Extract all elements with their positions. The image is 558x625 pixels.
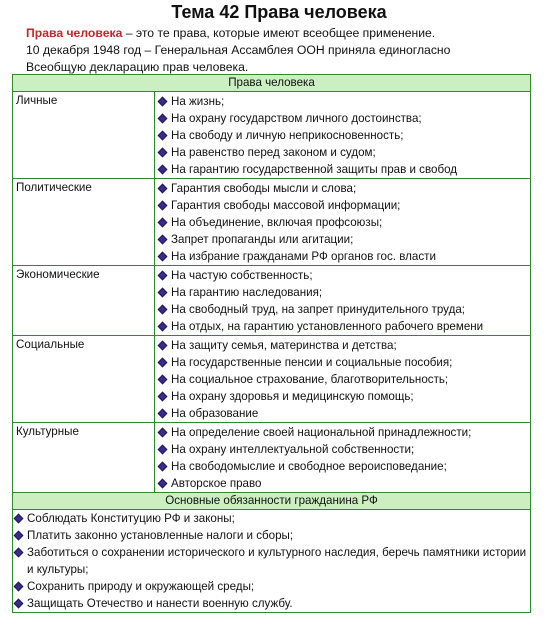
right-item-text: На объединение, включая профсоюзы; [171,216,383,229]
diamond-bullet-icon [158,392,168,402]
duty-item [13,544,530,578]
right-item-text: На защиту семья, материнства и детства; [171,339,397,352]
duty-item-text: Соблюдать Конституцию РФ и законы; [27,512,235,525]
diamond-bullet-icon [158,252,168,262]
diamond-bullet-icon [158,288,168,298]
rights-category-row [13,423,531,493]
right-item [157,180,530,197]
rights-category-row [13,266,531,336]
duty-item [13,578,530,595]
diamond-bullet-icon [158,479,168,489]
right-item-text: На охрану интеллектуальной собственности; [171,443,415,456]
right-item [157,337,530,354]
right-item [157,231,530,248]
diamond-bullet-icon [158,375,168,385]
diamond-bullet-icon [158,305,168,315]
right-item [157,441,530,458]
diamond-bullet-icon [158,201,168,211]
right-item [157,267,530,284]
diamond-bullet-icon [158,218,168,228]
diamond-bullet-icon [14,531,24,541]
right-item-text: На избрание гражданами РФ органов гос. власти [171,250,436,263]
intro [26,25,551,76]
category-items [155,92,531,179]
category-name: Культурные [13,423,155,493]
duty-item [13,510,530,527]
duty-item-text: Платить законно установленные налоги и сборы; [27,529,294,542]
right-item [157,144,530,161]
diamond-bullet-icon [158,235,168,245]
right-item-text: На равенство перед законом и судом; [171,146,376,159]
term-highlight: Права человека [26,26,123,40]
diamond-bullet-icon [158,131,168,141]
diamond-bullet-icon [158,165,168,175]
right-item-text: На охрану здоровья и медицинскую помощь; [171,390,414,403]
diamond-bullet-icon [158,358,168,368]
right-item-text: Авторское право [171,477,262,490]
right-item [157,110,530,127]
duties-header: Основные обязанности гражданина РФ [13,493,531,510]
diamond-bullet-icon [158,114,168,124]
diamond-bullet-icon [158,409,168,419]
right-item-text: На частую собственность; [171,269,313,282]
diamond-bullet-icon [158,184,168,194]
right-item-text: На государственные пенсии и социальные пособия; [171,356,453,369]
diamond-bullet-icon [158,97,168,107]
right-item [157,388,530,405]
rights-table [12,74,531,613]
intro-date-line: 10 декабря 1948 год – Генеральная Ассамблея ООН приняла единогласно [26,43,451,57]
right-item [157,424,530,441]
right-item-text: На свободу и личную неприкосновенность; [171,129,404,142]
right-item-text: На охрану государством личного достоинства; [171,112,422,125]
right-item [157,371,530,388]
right-item-text: Гарантия свободы массовой информации; [171,199,401,212]
right-item [157,214,530,231]
diamond-bullet-icon [158,271,168,281]
category-name: Экономические [13,266,155,336]
intro-declaration-line: Всеобщую декларацию прав человека. [26,60,249,74]
diamond-bullet-icon [14,548,24,558]
definition-text: – это те права, которые имеют всеобщее применение. [122,26,436,40]
right-item-text: На гарантию государственной защиты прав и свобод [171,163,458,176]
diamond-bullet-icon [14,582,24,592]
right-item-text: Гарантия свободы мысли и слова; [171,182,357,195]
duty-item [13,595,530,612]
right-item [157,318,530,335]
page-title: Тема 42 Права человека [171,2,387,22]
right-item [157,161,530,178]
duties-list [13,510,531,613]
right-item [157,284,530,301]
rights-header: Права человека [13,75,531,92]
category-items [155,336,531,423]
right-item-text: На свободомыслие и свободное вероисповедание; [171,460,447,473]
diamond-bullet-icon [14,599,24,609]
category-items [155,179,531,266]
diamond-bullet-icon [158,322,168,332]
category-items [155,266,531,336]
rights-category-row [13,179,531,266]
right-item-text: На гарантию наследования; [171,286,323,299]
right-item-text: На образование [171,407,259,420]
right-item [157,405,530,422]
right-item [157,475,530,492]
right-item [157,354,530,371]
right-item-text: На свободный труд, на запрет принудительного труда; [171,303,466,316]
right-item [157,301,530,318]
intro-definition-line [26,25,551,42]
right-item [157,93,530,110]
category-name: Личные [13,92,155,179]
diamond-bullet-icon [158,148,168,158]
right-item-text: На жизнь; [171,95,225,108]
category-name: Политические [13,179,155,266]
diamond-bullet-icon [158,445,168,455]
right-item-text: На определение своей национальной принадлежности; [171,426,472,439]
right-item-text: Запрет пропаганды или агитации; [171,233,354,246]
diamond-bullet-icon [158,341,168,351]
right-item [157,127,530,144]
right-item [157,458,530,475]
diamond-bullet-icon [158,462,168,472]
category-items [155,423,531,493]
rights-category-row [13,336,531,423]
duty-item [13,527,530,544]
rights-category-row [13,92,531,179]
right-item-text: На отдых, на гарантию установленного рабочего времени [171,320,484,333]
duty-item-text: Сохранить природу и окружающей среды; [27,580,255,593]
duty-item-text: Защищать Отечество и нанести военную службу. [27,597,293,610]
diamond-bullet-icon [158,428,168,438]
duty-item-text: Заботиться о сохранении исторического и культурного наследия, беречь памятники истории и культуры; [27,546,527,576]
right-item [157,248,530,265]
diamond-bullet-icon [14,514,24,524]
right-item-text: На социальное страхование, благотворительность; [171,373,449,386]
category-name: Социальные [13,336,155,423]
right-item [157,197,530,214]
